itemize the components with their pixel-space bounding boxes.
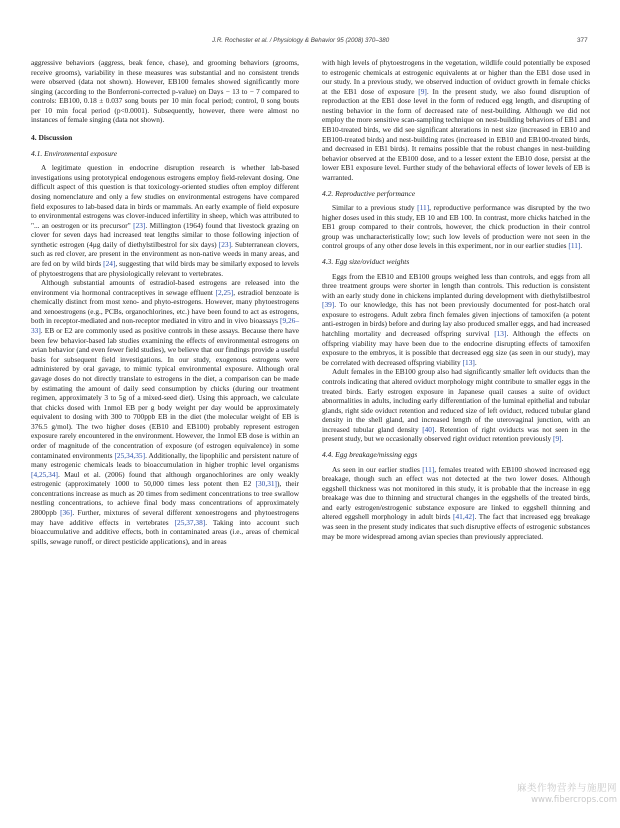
citation-link[interactable]: [25,37,38] bbox=[174, 517, 206, 527]
citation-link[interactable]: [23] bbox=[133, 220, 146, 230]
subsection-title: 4.2. Reproductive performance bbox=[322, 188, 416, 198]
left-column bbox=[31, 58, 299, 546]
citation-link[interactable]: [13] bbox=[494, 329, 507, 339]
paragraph: Although substantial amounts of estradiol-based estrogens are released into the environment via hormonal contraceptives in sewage effluent [2,25], estradiol benzoate is chemically distinct from most xeno- and phyto-estrogens. However, many phytoestrogens and xenoestrogens (e.g., PCBs, organochlorines, etc.) have been found to act as estrogens, both in receptor-mediated and non-receptor mediated in vitro and in vivo bioassays [9,26–33]. EB or E2 are commonly used as positive controls in these assays. Because there have been few behavior-based lab studies examining the effects of environmental estrogens on avian behavior (and even fewer field studies), we believe that our findings provide a useful basis for subsequent field investigations. In our study, exogenous estrogens were administered by oral gavage, to mimic typical environmental exposure. Although oral gavage doses do not directly translate to estrogens in the diet, a comparison can be made by estimating the amount of daily seed consumption by chicks (during our treatment regimen, approximately 3 to 5g of a mixed-seed diet). Using this approach, we calculate that chicks dosed with 1nmol EB per g body weight per day would be approximately equivalent to dosing with 300 to 700ppb EB in the diet (the molecular weight of EB is 376.5 g/mol). The two higher doses (EB10 and EB100) probably represent estrogen exposure rarely encountered in the environment. However, the 1nmol EB dose is within an order of magnitude of the concentration of exposure (of estrogen equivalence) in some contaminated environments [25,34,35]. Additionally, the lipophilic and persistent nature of many estrogenic chemicals leads to bioaccumulation in higher trophic level organisms [4,25,34]. Maul et al. (2006) found that although organochlorines are only weakly estrogenic (approximately 1000 to 50,000 times less potent then E2 [30,31]), their concentrations increase as much as 20 times from sediment concentrations to tree swallow nestling concentrations, to achieve final body mass concentrations of approximately 2800ppb [36]. Further, mixtures of several different xenoestrogens and phytoestrogens may have additive effects in vertebrates [25,37,38]. Taking into account such bioaccumulative and additive effects, both in contaminated areas (i.e., areas of chemical spills, sewage runoff, or direct pesticide applications), and in areas bbox=[31, 278, 300, 546]
citation-link[interactable]: [13] bbox=[462, 357, 475, 367]
citation-link[interactable]: [11] bbox=[568, 241, 581, 251]
paragraph: A legitimate question in endocrine disruption research is whether lab-based investigations using prototypical endogenous estrogens employ field-relevant dosing. One difficult aspect of this question is that toxicology-oriented studies often employ different dosing nomenclature and only a few studies on environmental estrogens have compared field exposures to lab-based data in birds or mammals. An early example of field exposure to environmental estrogens was clover-induced infertility in sheep, which was attributed to "... an oestrogen or its precursor" [23]. Millington (1964) found that livestock grazing on clover for seven days had increased teat lengths similar to those following injection of synthetic estrogen (4μg daily of diethylstilbestrol for six days) [23]. Subterranean clovers, such as red clover, are present in the environment as non-native weeds in many areas, and are fed on by wild birds [24], suggesting that wild birds may be similarly exposed to levels of phytoestrogens that are physiologically relevant to vertebrates. bbox=[31, 163, 299, 278]
citation-link[interactable]: [24] bbox=[103, 258, 116, 268]
citation-link[interactable]: [40] bbox=[422, 424, 435, 434]
running-title: J.R. Rochester et al. / Physiology & Behavior 95 (2008) 370–380 bbox=[212, 37, 390, 44]
citation-link[interactable]: [9] bbox=[553, 434, 562, 444]
paragraph-continuation: aggressive behaviors (aggress, beak fence, chase), and grooming behaviors (grooms, receive grooms), variability in these measures was substantial and no consistent trends were observed (data not shown). However, EB100 females showed significantly more singing (according to the Bonferroni-corrected p-value) on Days − 13 to − 7 compared to controls: EB100, 0.18 ± 0.037 song bouts per 10 min focal period; control, 0 song bouts per 10 min focal period (p<0.0001). Subsequently, however, there were almost no instances of female singing (data not shown). bbox=[31, 58, 299, 125]
running-header bbox=[0, 37, 620, 49]
citation-link[interactable]: [11] bbox=[422, 464, 435, 474]
citation-link[interactable]: [2,25] bbox=[215, 287, 234, 297]
paragraph: Eggs from the EB10 and EB100 groups weighed less than controls, and eggs from all three treatment groups were shorter in length than controls. This reduction is consistent with an early study done in chickens implanted during development with diethylstilbestrol [39]. To our knowledge, this has not been previously documented for post-hatch oral exposure to estrogens. Adult zebra finch females given injections of tamoxifen (a potent anti-estrogen in birds) before and during lay also produced smaller eggs, and had increased hatchling mortality and decreased offspring survival [13]. Although the effects on offspring viability may have been due to the endocrine disrupting effects of tamoxifen exposure to the embryos, it is possible that decreased egg size (as seen in our study), may be correlated with decreased offspring viability [13]. bbox=[322, 271, 590, 367]
paragraph: Similar to a previous study [11], reproductive performance was disrupted by the two higher doses used in this study, EB 10 and EB 100. In contrast, more chicks hatched in the EB1 group compared to their controls, however, the chick production in their control group was uncharacteristically low; such low levels of production were not seen in the control groups of any other dose levels in this experiment, nor in our earlier studies [11]. bbox=[322, 203, 590, 251]
paragraph-continuation: with high levels of phytoestrogens in the vegetation, wildlife could potentially be exposed to estrogenic chemicals at estrogenic equivalents at or higher than the EB1 dose used in our study. In a previous study, we observed induction of oviduct growth in female chicks at the EB1 dose of exposure [9]. In the present study, we also found disruption of reproduction at the EB1 dose level in the form of reduced egg length, and disrupting of nesting behavior in the form of decreased rate of nest-building. Although we did not employ the more sensitive scan-sampling technique on nest-building behaviors of EB1 and EB10-treated birds, we did see significant alterations in nest size (increased in EB10 and EB100-treated birds) and nest-building rates (increased in EB10 and EB100-treated birds, and decreased in EB1 birds). It remains possible that the robust changes in nest-building behavior observed at the EB100 dose, and to a lesser extent the EB10 dose, persist at the lower EB1 exposure level. Further study of the behavioral effects of lower levels of EB is warranted. bbox=[322, 58, 591, 182]
page-number: 377 bbox=[577, 37, 588, 44]
watermark-site-name: 麻类作物营养与施肥网 bbox=[516, 783, 617, 794]
citation-link[interactable]: [39] bbox=[322, 300, 335, 310]
citation-link[interactable]: [9,26–33] bbox=[31, 316, 299, 336]
citation-link[interactable]: [23] bbox=[218, 239, 232, 249]
right-column bbox=[322, 58, 590, 541]
citation-link[interactable]: [30,31] bbox=[255, 479, 277, 489]
citation-link[interactable]: [11] bbox=[417, 203, 430, 213]
citation-link[interactable]: [25,34,35] bbox=[114, 450, 146, 460]
citation-link[interactable]: [9] bbox=[418, 86, 427, 96]
watermark-url: www.fibercrops.com bbox=[531, 795, 617, 805]
paragraph: Adult females in the EB100 group also had significantly smaller left oviducts than the controls indicating that altered oviduct morphology might contribute to smaller eggs in the treated birds. Early estrogen exposure in Japanese quail causes a suite of oviduct abnormalities in adults, including early differentiation of the luminal epithelial and tubular glands, right side oviduct retention and reduced size of left oviduct, reduced tubular gland density in the shell gland, and increased length of the uterovaginal junction, with an increased tubular gland density [40]. Retention of right oviducts was not seen in the present study, but we occasionally observed right oviduct retention previously [9]. bbox=[322, 367, 591, 444]
paragraph: As seen in our earlier studies [11], females treated with EB100 showed increased egg breakage, though such an effect was not detected at the two lower doses. Although eggshell thickness was not monitored in this study, it is probable that the increase in egg breakage was due to thinning and structural changes in the eggshells of the treated birds, and early estrogen/estrogenic substance exposure are linked to eggshell thinning and altered eggshell morphology in adult birds [41,42]. The fact that increased egg breakage was seen in the present study indicates that such disruptive effects of estrogenic substances may be more widespread among avian species than previously appreciated. bbox=[322, 464, 591, 541]
subsection-title: 4.3. Egg size/oviduct weights bbox=[322, 256, 410, 266]
citation-link[interactable]: [41,42] bbox=[453, 512, 475, 522]
subsection-title: 4.4. Egg breakage/missing eggs bbox=[322, 449, 418, 459]
section-title: 4. Discussion bbox=[31, 133, 73, 143]
citation-link[interactable]: [36] bbox=[60, 508, 73, 518]
subsection-title: 4.1. Environmental exposure bbox=[31, 148, 118, 158]
citation-link[interactable]: [4,25,34] bbox=[31, 469, 58, 479]
site-watermark bbox=[497, 780, 617, 805]
